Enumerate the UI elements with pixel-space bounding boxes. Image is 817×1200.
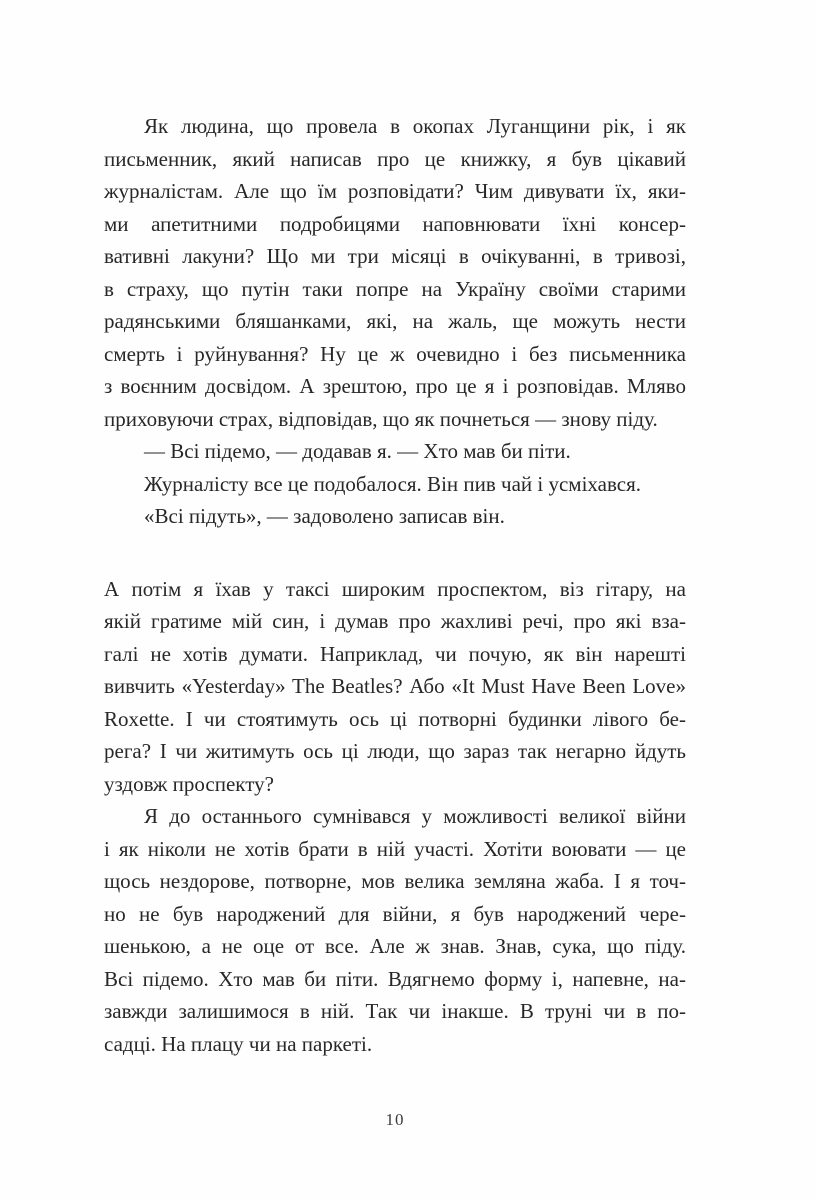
text-line: вативні лакуни? Що ми три місяці в очікуванні, в тривозі,: [104, 244, 686, 268]
paragraph: [104, 435, 686, 468]
text-line: завжди залишимося в ній. Так чи інакше. В труні чи в по-: [104, 999, 686, 1023]
text-line: щось нездорове, потворне, мов велика земляна жаба. І я точ-: [104, 869, 686, 893]
text-line: радянськими бляшанками, які, на жаль, ще можуть нести: [104, 309, 686, 333]
page-number: 10: [385, 1110, 405, 1129]
text-line: уздовж проспекту?: [104, 771, 274, 796]
text-line: з воєнним досвідом. А зрештою, про це я і розповідав. Мляво: [104, 374, 686, 398]
text-line: смерть і руйнування? Ну це ж очевидно і без письменника: [104, 341, 686, 366]
paragraph: [104, 573, 686, 801]
text-line: і як ніколи не хотів брати в ній участі. Хотіти воювати — це: [104, 836, 686, 861]
text-line: Всі підемо. Хто мав би піти. Вдягнемо форму і, напевне, на-: [104, 966, 686, 991]
text-block: [104, 110, 686, 1060]
text-line: Я до останнього сумнівався у можливості великої війни: [144, 804, 686, 828]
paragraph: [104, 468, 686, 501]
text-line: Roxette. І чи стоятимуть ось ці потворні будинки лівого бе-: [104, 706, 686, 731]
text-line: ми апетитними подробицями наповнювати їхні консер-: [104, 211, 686, 236]
paragraph: [104, 110, 686, 435]
text-line: шенькою, а не оце от все. Але ж знав. Знав, сука, що піду.: [104, 934, 686, 958]
text-line: в страху, що путін таки попре на Україну своїми старими: [104, 276, 686, 301]
text-line: приховуючи страх, відповідав, що як почнеться — знову піду.: [104, 406, 658, 431]
text-line: Як людина, що провела в окопах Луганщини рік, і як: [144, 114, 686, 138]
text-line: галі не хотів думати. Наприклад, чи почую, як він нарешті: [104, 641, 686, 666]
section-break: [104, 533, 686, 573]
text-line: А потім я їхав у таксі широким проспектом, віз гітару, на: [104, 576, 686, 601]
paragraph: [104, 800, 686, 1060]
paragraph: [104, 500, 686, 533]
text-line: рега? І чи житимуть ось ці люди, що зараз так негарно йдуть: [104, 739, 686, 763]
text-line: письменник, який написав про це книжку, я був цікавий: [104, 146, 686, 171]
text-line: журналістам. Але що їм розповідати? Чим дивувати їх, яки-: [104, 179, 686, 203]
text-line: «Всі підуть», — задоволено записав він.: [144, 504, 505, 528]
text-line: садці. На плацу чи на паркеті.: [104, 1031, 373, 1056]
text-line: вивчить «Yesterday» The Beatles? Або «It Must Have Been Love»: [104, 674, 686, 698]
text-line: но не був народжений для війни, я був народжений чере-: [104, 901, 686, 926]
text-line: якій гратиме мій син, і думав про жахливі речі, про які вза-: [104, 609, 686, 633]
text-line: Журналісту все це подобалося. Він пив чай і усміхався.: [144, 471, 641, 496]
text-line: — Всі підемо, — додавав я. — Хто мав би піти.: [144, 439, 571, 463]
